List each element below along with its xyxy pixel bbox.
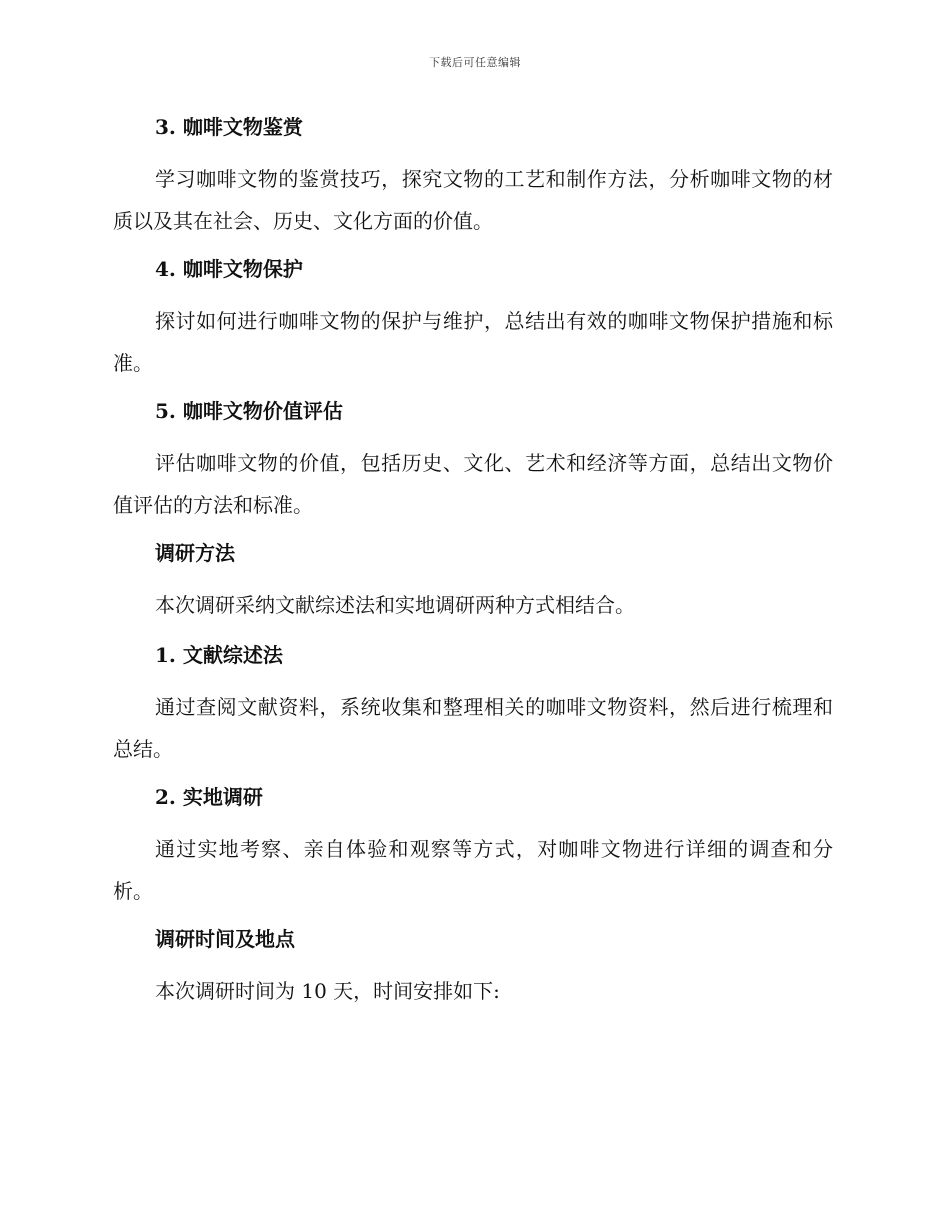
paragraph-artifact-protection: 探讨如何进行咖啡文物的保护与维护，总结出有效的咖啡文物保护措施和标准。 bbox=[113, 309, 833, 375]
paragraph-research-methods: 本次调研采纳文献综述法和实地调研两种方式相结合。 bbox=[155, 593, 635, 617]
paragraph-field-research: 通过实地考察、亲自体验和观察等方式，对咖啡文物进行详细的调查和分析。 bbox=[113, 837, 833, 903]
section-heading-field-research: 2. 实地调研 bbox=[155, 785, 263, 809]
page-header: 下载后可任意编辑 bbox=[429, 56, 521, 69]
section-heading-value-assessment: 5. 咖啡文物价值评估 bbox=[155, 399, 343, 423]
section-heading-time-and-location: 调研时间及地点 bbox=[155, 927, 295, 951]
paragraph-time-and-location: 本次调研时间为 10 天，时间安排如下: bbox=[155, 979, 500, 1003]
paragraph-artifact-appreciation: 学习咖啡文物的鉴赏技巧，探究文物的工艺和制作方法，分析咖啡文物的材质以及其在社会、历史、文化方面的价值。 bbox=[113, 167, 833, 233]
section-heading-artifact-protection: 4. 咖啡文物保护 bbox=[155, 257, 303, 281]
paragraph-literature-review: 通过查阅文献资料，系统收集和整理相关的咖啡文物资料，然后进行梳理和总结。 bbox=[113, 695, 833, 761]
section-heading-literature-review: 1. 文献综述法 bbox=[155, 643, 283, 667]
paragraph-value-assessment: 评估咖啡文物的价值，包括历史、文化、艺术和经济等方面，总结出文物价值评估的方法和标准。 bbox=[113, 451, 833, 517]
document-body bbox=[113, 110, 833, 1024]
section-heading-artifact-appreciation: 3. 咖啡文物鉴赏 bbox=[155, 115, 303, 139]
section-heading-research-methods: 调研方法 bbox=[155, 541, 235, 565]
